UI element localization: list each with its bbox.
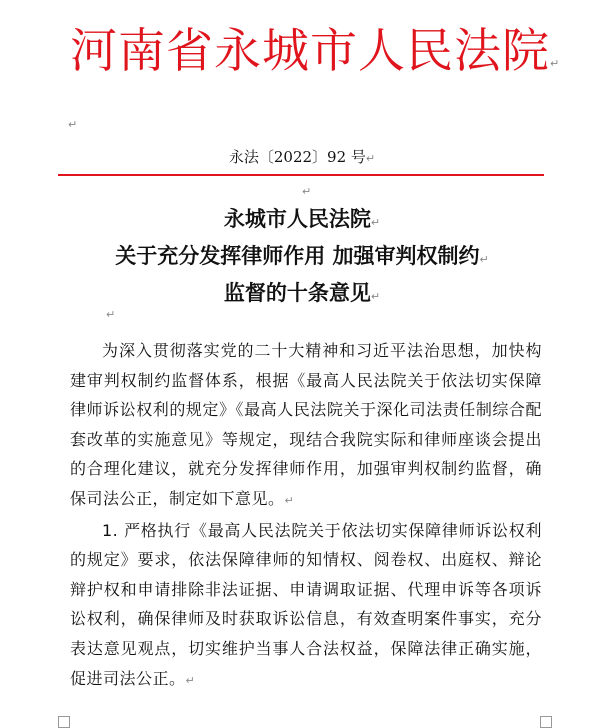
- page-corner-marker: [58, 716, 70, 728]
- paragraph-mark-icon: ↵: [479, 253, 489, 266]
- heading-line: 监督的十条意见↵: [223, 280, 381, 305]
- page-corner-marker: [540, 716, 552, 728]
- paragraph-intro: 为深入贯彻落实党的二十大精神和习近平法治思想，加快构建审判权制约监督体系，根据《最高人民法院关于依法切实保障律师诉讼权利的规定》《最高人民法院关于深化司法责任制综合配套改革的实施意见》等规定，现结合我院实际和律师座谈会提出的合理化建议，就充分发挥律师作用，加强审判权制约监督，确保司法公正，制定如下意见。↵: [70, 341, 542, 508]
- paragraph-mark-icon: ↵: [550, 57, 560, 70]
- heading-line: 永城市人民法院↵: [223, 206, 381, 231]
- paragraph-mark-icon: ↵: [370, 216, 381, 229]
- paragraph-item-1: 1. 严格执行《最高人民法院关于依法切实保障律师诉讼权利的规定》要求，依法保障律师的知情权、阅卷权、出庭权、辩论辩护权和申请排除非法证据、申请调取证据、代理申诉等各项诉讼权利，确保律师及时获取诉讼信息，有效查明案件事实，充分表达意见观点，切实维护当事人合法权益，保障法律正确实施，促进司法公正。↵: [70, 520, 542, 688]
- org-title-text: 河南省永城市人民法院: [70, 24, 550, 79]
- paragraph-mark-icon: ↵: [284, 493, 294, 507]
- document-number-text: 永法〔2022〕92 号: [228, 148, 366, 166]
- paragraph-mark-icon: ↵: [302, 185, 312, 198]
- document-body: [70, 336, 542, 695]
- red-divider: [58, 174, 544, 176]
- heading-line: 关于充分发挥律师作用 加强审判权制约↵: [115, 243, 489, 268]
- org-title: [70, 22, 560, 94]
- paragraph-mark-icon: ↵: [365, 152, 376, 165]
- paragraph-mark-icon: ↵: [68, 118, 78, 131]
- paragraph-mark-icon: ↵: [185, 673, 195, 687]
- paragraph-mark-icon: ↵: [370, 290, 381, 303]
- document-heading: [60, 202, 544, 313]
- paragraph-mark-icon: ↵: [106, 308, 116, 321]
- document-number: [60, 147, 544, 169]
